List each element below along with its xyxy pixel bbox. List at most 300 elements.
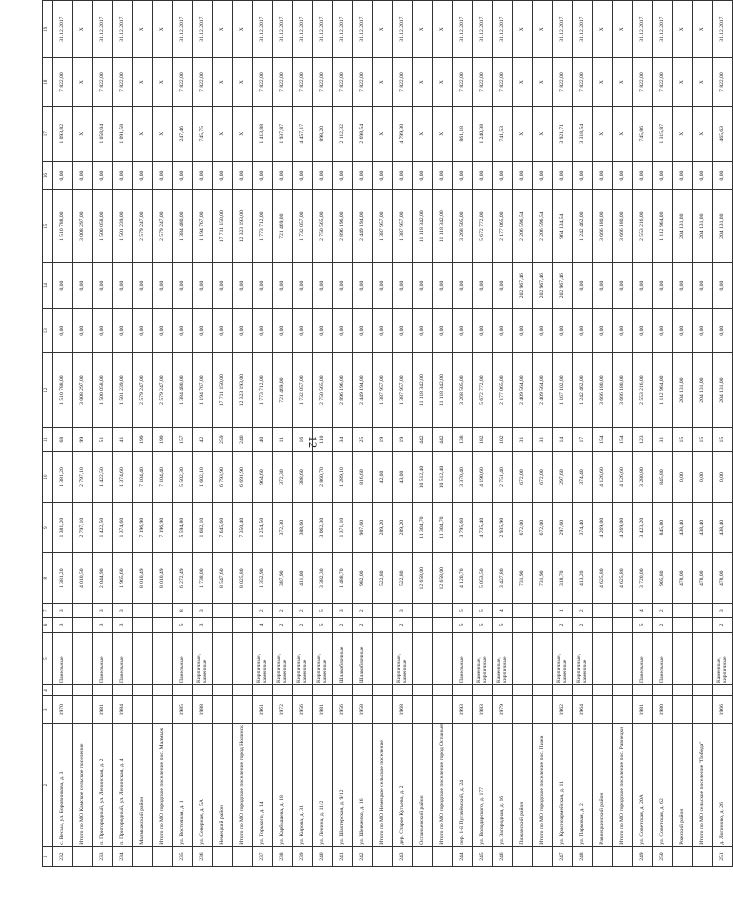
table-cell [413,604,433,618]
table-cell: 7 822,00 [473,58,493,106]
table-cell: 0,00 [313,161,333,190]
table-cell: 2 797,10 [73,452,93,503]
table-cell: 202 967,46 [513,263,533,309]
wall-material-cell: Каменные, кирпичные [473,632,493,685]
table-cell: 0,00 [413,263,433,309]
table-cell [653,685,673,696]
table-cell: 0,00 [553,161,573,190]
table-cell: 154 [593,428,613,452]
table-cell: 7 104,40 [133,452,153,503]
table-cell: 245 [473,847,493,867]
address-cell: д. Логиново, д. 26 [713,723,733,846]
table-cell: 522,80 [373,553,393,604]
wall-material-cell: Кирпичные, каменные [393,632,413,685]
table-cell: 1972 [273,696,293,724]
table-cell [593,847,613,867]
wall-material-cell: Каменные, кирпичные [493,632,513,685]
table-cell: 1 058,04 [93,106,113,161]
table-cell [353,685,373,696]
address-cell: ул. Загородная, д. 16 [493,723,513,846]
table-cell: 1 738,00 [193,553,213,604]
municipality-total-row [613,1,633,867]
table-cell: 68 [53,428,73,452]
table-cell: 4 735,40 [473,502,493,553]
municipality-total-row [433,1,453,867]
table-cell: 138 [453,428,473,452]
table-cell: 0,00 [233,309,253,353]
table-cell: 1956 [293,696,313,724]
table-cell: 233 [93,847,113,867]
table-cell: 1981 [313,696,333,724]
table-cell: 721 469,00 [273,353,293,428]
table-cell [473,685,493,696]
table-cell: 5 [173,618,193,632]
table-cell [133,847,153,867]
table-cell: 19 [373,428,393,452]
table-cell [73,847,93,867]
address-cell: ул. Шевченко, д. 16 [353,723,373,846]
municipality-total-row [693,1,713,867]
table-cell: 3 280,80 [633,452,653,503]
table-cell: 1 937,87 [273,106,293,161]
table-cell: 31 [513,428,533,452]
table-cell [233,847,253,867]
table-cell: 1985 [173,696,193,724]
table-cell [633,685,653,696]
table-cell: 0,00 [113,161,133,190]
table-cell: 3 008 297,00 [73,353,93,428]
table-cell: X [153,58,173,106]
table-cell: 31.12.2017 [493,1,513,58]
table-cell: 1 093,82 [53,106,73,161]
table-cell: 0,00 [693,161,713,190]
wall-material-cell [433,632,453,685]
table-cell: 4 120,70 [453,553,473,604]
table-cell: 1 384 480,00 [173,190,193,263]
table-cell: 0,00 [553,309,573,353]
table-cell: 2 553 216,00 [633,353,653,428]
table-cell: 2 449 194,00 [353,190,373,263]
table-cell: 465,63 [713,106,733,161]
wall-material-cell [593,632,613,685]
table-cell: 2 [273,604,293,618]
table-cell [373,618,393,632]
house-row [473,1,493,867]
wall-material-cell: Панельные [113,632,133,685]
table-cell: X [373,106,393,161]
table-cell [693,696,713,724]
table-cell: 1 112 964,00 [653,353,673,428]
table-cell: 34 [333,428,353,452]
table-cell: 1964 [573,696,593,724]
table-cell: 5 672 772,00 [473,190,493,263]
table-cell: 7 822,00 [653,58,673,106]
table-cell: 182 [473,428,493,452]
house-row [253,1,273,867]
table-cell: 0,00 [213,309,233,353]
table-cell: 43,00 [393,452,413,503]
address-cell: ул. Советская, д. 20А [633,723,653,846]
column-number-row [43,1,53,867]
table-cell: 0,00 [153,161,173,190]
house-row [553,1,573,867]
table-cell [553,685,573,696]
table-cell: 1 413,88 [253,106,273,161]
table-cell: 11 [273,428,293,452]
table-cell: 4 [633,604,653,618]
table-cell: X [153,106,173,161]
table-cell: 0,00 [533,309,553,353]
table-cell: X [413,106,433,161]
table-cell: 40 [253,428,273,452]
table-cell [233,604,253,618]
table-cell: 1 371,10 [333,502,353,553]
column-number: 2 [43,723,53,846]
table-cell: 199 [133,428,153,452]
table-cell: 1 501 239,00 [113,353,133,428]
column-number: 5 [43,632,53,685]
table-cell: 41 [113,428,133,452]
table-cell: 0,00 [113,263,133,309]
table-cell: 672,00 [513,502,533,553]
table-cell: 0,00 [633,161,653,190]
table-cell: X [513,1,533,58]
table-cell: 1 254,50 [253,502,273,553]
table-cell [213,696,233,724]
table-cell: 0,00 [233,263,253,309]
wall-material-cell: Панельные [93,632,113,685]
table-cell: 0,00 [133,161,153,190]
table-cell [593,618,613,632]
group-label-cell: Рожский район [673,723,693,846]
house-row [53,1,73,867]
table-cell: X [133,106,153,161]
column-number: 14 [43,263,53,309]
table-cell [413,618,433,632]
table-cell: X [133,58,153,106]
table-cell: 4 [493,604,513,618]
table-cell: 0,00 [633,309,653,353]
table-cell [153,604,173,618]
table-cell: 4 799,30 [393,106,413,161]
table-cell [613,696,633,724]
group-label-cell: Равнецкинский район [593,723,613,846]
table-cell [693,685,713,696]
table-cell: 0,00 [513,161,533,190]
table-cell: X [693,1,713,58]
table-cell: 3 008 297,00 [73,190,93,263]
table-cell: 816,60 [353,452,373,503]
table-cell: 1984 [113,696,133,724]
rotated-register-sheet [42,0,728,867]
table-cell: 372,30 [273,502,293,553]
table-cell: 42 [193,428,213,452]
table-cell: X [373,58,393,106]
table-cell: 238 [273,847,293,867]
table-cell: 2 206 596,54 [533,190,553,263]
table-cell [493,685,513,696]
table-cell: 5 502,30 [173,452,193,503]
table-cell: X [433,106,453,161]
municipality-total-row [533,1,553,867]
table-cell: X [373,1,393,58]
table-cell: X [433,58,453,106]
table-cell: X [593,1,613,58]
table-cell [73,685,93,696]
table-cell: 0,00 [313,263,333,309]
wall-material-cell [693,632,713,685]
table-cell [393,685,413,696]
table-cell: 0,00 [693,263,713,309]
table-cell: 0,00 [53,263,73,309]
table-cell [593,685,613,696]
table-cell [613,618,633,632]
table-cell: 2 [393,618,413,632]
table-cell [433,847,453,867]
table-cell: 31.12.2017 [313,1,333,58]
table-cell: 110 [313,428,333,452]
address-cell: ул. Северная, д. 5А [193,723,213,846]
table-cell: 1 422,50 [93,502,113,553]
table-cell: 374,40 [573,502,593,553]
table-cell: 438,40 [673,502,693,553]
housing-register-table [42,0,733,867]
table-cell: 31.12.2017 [173,1,193,58]
address-cell: ул. Шахтерская, д. 9/12 [333,723,353,846]
table-cell: 1 732 057,00 [293,190,313,263]
column-number: 11 [43,428,53,452]
table-cell: 297,60 [553,452,573,503]
table-cell: 0,00 [173,263,193,309]
table-cell: 2 [653,604,673,618]
table-cell: 0,00 [273,161,293,190]
wall-material-cell: Панельные [633,632,653,685]
table-cell: X [533,1,553,58]
table-cell: 0,00 [713,263,733,309]
table-cell: 31.12.2017 [113,1,133,58]
table-cell: 0,00 [493,161,513,190]
table-cell: 0,00 [73,309,93,353]
table-cell: 3 666 180,00 [593,190,613,263]
register-body [43,1,733,867]
table-cell: 0,00 [93,263,113,309]
column-number: 6 [43,618,53,632]
table-cell: 8 010,49 [133,553,153,604]
table-cell: 6 691,90 [233,452,253,503]
table-cell: 0,00 [133,263,153,309]
table-cell [153,685,173,696]
table-cell: 387,90 [273,553,293,604]
table-cell: 0,00 [213,161,233,190]
table-cell: 7 822,00 [333,58,353,106]
table-cell: 0,00 [273,309,293,353]
page-number: 12 [306,436,320,448]
table-cell: 2 [293,618,313,632]
table-cell: 5 672 772,00 [473,353,493,428]
group-label-cell: Немецкий район [213,723,233,846]
table-cell [73,618,93,632]
table-cell: 11 304,70 [433,502,453,553]
municipality-total-row [153,1,173,867]
table-cell: 3 666 180,00 [613,190,633,263]
table-cell [413,685,433,696]
table-cell: 15 [693,428,713,452]
table-cell: 845,80 [653,502,673,553]
table-cell: 2 579 247,00 [153,190,173,263]
table-cell: 5 [313,604,333,618]
table-cell: 7 822,00 [273,58,293,106]
table-cell: 11 118 342,00 [413,353,433,428]
table-cell: 374,40 [573,452,593,503]
table-cell: 0,00 [413,161,433,190]
table-cell: X [233,58,253,106]
table-cell: 7 822,00 [713,58,733,106]
table-cell: 1 091,58 [113,106,133,161]
table-cell: 8 [173,604,193,618]
column-number: 13 [43,309,53,353]
table-cell: 7 822,00 [173,58,193,106]
table-cell: 102 [493,428,513,452]
table-cell: 1 242 462,00 [573,190,593,263]
table-cell: 12 658,00 [413,553,433,604]
table-cell [133,604,153,618]
table-cell: 11 118 342,00 [433,353,453,428]
house-row [653,1,673,867]
table-cell: 157 [173,428,193,452]
table-cell: 5 053,50 [473,553,493,604]
table-cell: 31.12.2017 [333,1,353,58]
table-cell: 2 [353,618,373,632]
table-cell: 232 [53,847,73,867]
wall-material-cell: Кирпичные, каменные [193,632,213,685]
table-cell: 0,00 [173,309,193,353]
table-cell: 1981 [633,696,653,724]
table-cell: 0,00 [493,263,513,309]
table-cell [433,696,453,724]
address-cell: п. Пригородный, ул. Ленинская, д. 2 [93,723,113,846]
table-cell: X [693,106,713,161]
table-cell [193,685,213,696]
column-number: 16 [43,161,53,190]
table-cell: 3 [93,618,113,632]
table-cell: 3 [193,618,213,632]
group-label-cell: Итого по МО Немецкое сельское поселение [373,723,393,846]
table-cell: X [673,1,693,58]
table-cell: 15 [673,428,693,452]
table-cell: 1 602,10 [193,452,213,503]
address-cell: с. Весьы, ул. Боровникова, д. 3 [53,723,73,846]
table-cell: 243 [393,847,413,867]
table-cell: 2 797,10 [73,502,93,553]
table-cell: 0,00 [353,309,373,353]
address-cell: ул. Кирова, д. 31 [293,723,313,846]
table-cell [153,618,173,632]
table-cell: 4 190,60 [473,452,493,503]
wall-material-cell: Кирпичные, каменные [553,632,573,685]
table-cell: X [433,1,453,58]
table-cell: 2 [273,618,293,632]
table-cell: 1993 [453,696,473,724]
wall-material-cell [413,632,433,685]
table-cell: 0,00 [373,161,393,190]
column-number: 4 [43,685,53,696]
house-row [313,1,333,867]
table-cell: 731,90 [533,553,553,604]
wall-material-cell: Панельные [53,632,73,685]
table-cell: 478,00 [713,553,733,604]
table-cell: 0,00 [433,161,453,190]
table-cell: 31.12.2017 [573,1,593,58]
table-cell: 3 666 180,00 [593,353,613,428]
table-cell: 236 [193,847,213,867]
table-cell: 731,90 [513,553,533,604]
house-row [633,1,653,867]
group-label-cell: Итого по МО городское поселение город Оспаньев [433,723,453,846]
table-cell: 0,00 [193,309,213,353]
table-cell: 237 [253,847,273,867]
table-cell [693,618,713,632]
table-cell: 31.12.2017 [93,1,113,58]
table-cell: 1983 [473,696,493,724]
table-cell: 289,20 [373,502,393,553]
table-cell: 2 579 247,00 [133,353,153,428]
wall-material-cell: Шлакоблочные [353,632,373,685]
table-cell: 0,00 [193,161,213,190]
table-cell: 388,60 [293,502,313,553]
table-cell: 1 167 102,00 [553,353,573,428]
wall-material-cell [373,632,393,685]
table-cell: 2 [553,618,573,632]
table-cell: 51 [93,428,113,452]
table-cell [533,604,553,618]
table-cell: X [513,58,533,106]
table-cell: X [233,106,253,161]
table-cell: 1 500 058,00 [93,353,113,428]
wall-material-cell: Панельные [173,632,193,685]
table-cell: 438,40 [693,502,713,553]
table-cell [213,604,233,618]
wall-material-cell [153,632,173,685]
table-cell: 522,80 [393,553,413,604]
table-cell: X [613,58,633,106]
table-cell [573,685,593,696]
table-cell: 5 [313,618,333,632]
address-cell: ул. Красноармейская, д. 11 [553,723,573,846]
table-cell: 0,00 [453,161,473,190]
table-cell [673,618,693,632]
table-cell: 8 547,60 [213,553,233,604]
table-cell: 0,00 [453,309,473,353]
table-cell: 0,00 [233,161,253,190]
table-cell: 247 [553,847,573,867]
table-cell [233,618,253,632]
table-cell: 2 896 196,00 [333,353,353,428]
district-row [593,1,613,867]
table-cell: 0,00 [173,161,193,190]
table-cell: 745,86 [633,106,653,161]
table-cell: 1 194 767,00 [193,353,213,428]
address-cell: ул. Восточная, д. 1 [173,723,193,846]
table-cell [333,685,353,696]
table-cell: 204 131,00 [693,190,713,263]
table-cell: 4 625,80 [613,553,633,604]
table-cell: 0,00 [473,161,493,190]
table-cell [73,696,93,724]
table-cell: 31.12.2017 [293,1,313,58]
wall-material-cell: Кирпичные, каменные [313,632,333,685]
table-cell: 199 [153,428,173,452]
table-cell [213,685,233,696]
